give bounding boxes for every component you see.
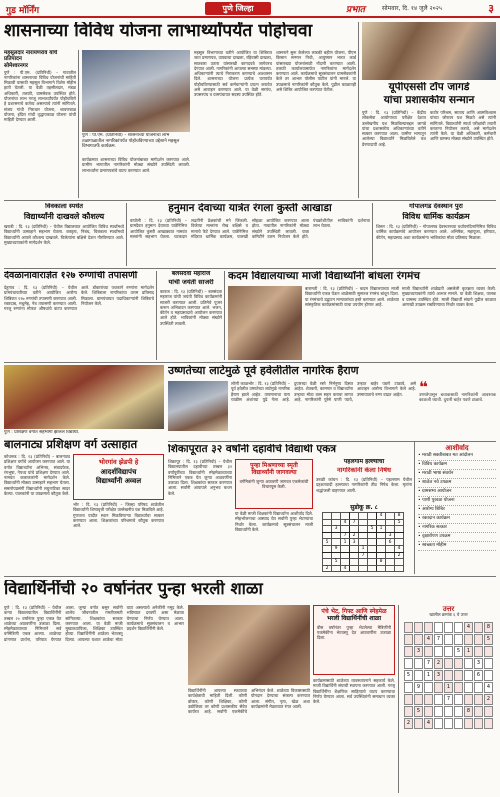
sudoku-title: सुडोकू क्र. ८ bbox=[350, 504, 378, 511]
answer-cell bbox=[484, 646, 493, 657]
right-list-item: • मराठी सक्तीबाबत मत आंदोलन bbox=[418, 453, 496, 461]
sudoku-cell bbox=[359, 526, 368, 533]
lead-photo-caption: पुणे : पी.एम. (प्रतिनिधी) – शासनाच्या योजनांचा लाभ तळागाळातील नागरिकांपर्यंत पोहोचविण्याच्या उद्देशाने महसूल विभागातर्फे कार्यक्रम. bbox=[82, 133, 180, 149]
sudoku-cell bbox=[395, 565, 404, 572]
sudoku-cell bbox=[386, 552, 395, 559]
sudoku-cell bbox=[350, 559, 359, 566]
sudoku-cell bbox=[350, 565, 359, 572]
answer-cell bbox=[424, 694, 433, 705]
sudoku-cell: 8 bbox=[377, 559, 386, 566]
answer-cell bbox=[454, 718, 463, 729]
upsc-headline-1: यूपीएससी टॉप जागडे bbox=[388, 82, 470, 93]
answer-cell bbox=[474, 694, 483, 705]
sudoku-cell bbox=[359, 559, 368, 566]
pahalgam-body: उरुळी कांचन : दि. १३ (प्रतिनिधी) – पहलगाम येथील दहशतवादी हल्ल्याचा नागरिकांनी तीव्र निषेध केला. मृतांना श्रद्धांजली वाहण्यात आली. bbox=[316, 477, 412, 493]
answer-cell bbox=[454, 634, 463, 645]
sudoku-cell: 7 bbox=[359, 552, 368, 559]
sudoku-cell: 3 bbox=[386, 532, 395, 539]
answer-cell bbox=[414, 670, 423, 681]
divider bbox=[4, 362, 496, 363]
answer-cell bbox=[444, 646, 453, 657]
side-headline: महसूलदार नारायणराव यांचे प्रतिपादन bbox=[4, 50, 58, 63]
sudoku-cell: 4 bbox=[395, 545, 404, 552]
page-number: ३ bbox=[488, 2, 494, 15]
answer-cell bbox=[404, 622, 413, 633]
sudoku-cell bbox=[368, 519, 377, 526]
answer-cell: 4 bbox=[464, 622, 473, 633]
sudoku-cell bbox=[386, 545, 395, 552]
sudoku-cell bbox=[377, 532, 386, 539]
sudoku-cell bbox=[377, 552, 386, 559]
answer-cell: 9 bbox=[414, 682, 423, 693]
answer-subtitle: खालील क्रमांक ६ चे उत्तर bbox=[429, 612, 468, 618]
left-mid-photo bbox=[4, 365, 164, 429]
bottom-box-title: पंचे भेट, गिफ्ट आणि स्नेहमेळ bbox=[321, 608, 387, 615]
heatwave-photo bbox=[168, 381, 228, 431]
sudoku-cell bbox=[377, 565, 386, 572]
bottom-box-subtitle: भरली विद्यार्थिनींची शाळा bbox=[326, 615, 382, 623]
quote-mark-icon: ❝ bbox=[419, 381, 428, 396]
sudoku-cell bbox=[368, 565, 377, 572]
lead-photo bbox=[82, 50, 190, 132]
lead-body-text-3: शासनाने सुरू केलेल्या लाडकी बहीण योजना, पीएम किसान सन्मान निधी, आयुष्मान भारत कार्ड यांसारख्या योजनांसाठी नोंदणी करण्यात आली. तलाठी कार्यालयामार्फत नागरिकांना मार्गदर्शन करण्यात आले. कार्यक्रमाचे सूत्रसंचालन ग्रामसेवकांनी केले तर आभार पोलीस पाटील यांनी मानले. या उपक्रमाचे नागरिकांनी कौतुक केले. पुढील काळातही असे शिबिर आयोजित करण्यात येतील. bbox=[276, 50, 356, 93]
answer-cell bbox=[404, 634, 413, 645]
zp-school-kicker: भोरगांव झेडपी हे bbox=[98, 458, 139, 466]
answer-cell bbox=[434, 694, 443, 705]
sudoku-row bbox=[323, 565, 404, 572]
sudoku-cell bbox=[377, 519, 386, 526]
sudoku-cell bbox=[323, 552, 332, 559]
right-list-item: • ग्रामसभा आयोजन bbox=[418, 489, 496, 497]
sudoku-grid bbox=[322, 512, 404, 572]
sudoku-cell: 8 bbox=[395, 513, 404, 520]
right-list-heading: आशीर्वाद bbox=[445, 444, 469, 452]
zp-school-body: भोर : दि. १३ (प्रतिनिधी) – जिल्हा परिषद शाळेतील विद्यार्थ्यांनी शिष्यवृत्ती परीक्षेत उल्लेखनीय यश मिळविले आहे. गुणवत्ता यादीत स्थान मिळविणाऱ्या विद्यार्थ्यांचा सत्कार करण्यात आला. शिक्षकांच्या परिश्रमाचे कौतुक करण्यात आले. bbox=[73, 502, 164, 529]
shikrapur-headline: शिकापूरात ३२ वर्षांनी दहावीचे विद्यार्थी एकत्र bbox=[168, 444, 337, 455]
answer-cell bbox=[414, 718, 423, 729]
balnatya-headline: बालनाट्य प्रशिक्षण वर्ग उत्साहात bbox=[4, 438, 138, 451]
quote-box bbox=[419, 381, 496, 439]
sudoku-cell bbox=[377, 539, 386, 546]
lead-headline: शासनाच्या विविध योजना लाभार्थ्यांपर्यंत पोहोचवा bbox=[4, 22, 313, 41]
left-mid-caption: पुणे : प्रशिक्षण वर्गात सहभागी झालेले विद्यार्थी. bbox=[4, 430, 80, 435]
bottom-body-2: विद्यार्थिनींनी आपल्या सध्याच्या कार्यक्षेत्राची माहिती दिली. कोणी डॉक्टर, कोणी शिक्षिका, कोणी उद्योजिका तर कोणी प्रशासकीय सेवेत कार्यरत आहे. सर्वांनी एकमेकींचे अभिनंदन केले. शाळेच्या विकासासाठी योगदान देण्याचा संकल्प करण्यात आला. संगीत, नृत्य, खेळ अशा कार्यक्रमांनी मेळाव्यात रंगत आली. bbox=[188, 688, 310, 715]
answer-cell: 5 bbox=[414, 706, 423, 717]
jayanti-kicker: बलसंदवा महाराज bbox=[171, 271, 211, 277]
upsc-headline-2: यांचा प्रशासकीय सन्मान bbox=[383, 95, 475, 106]
answer-cell bbox=[474, 634, 483, 645]
answer-cell bbox=[404, 682, 413, 693]
answer-cell: 4 bbox=[424, 634, 433, 645]
sudoku-cell: 9 bbox=[332, 545, 341, 552]
sudoku-cell bbox=[395, 559, 404, 566]
divider bbox=[4, 576, 496, 577]
answer-cell bbox=[424, 706, 433, 717]
answer-cell: 8 bbox=[484, 622, 493, 633]
answer-cell bbox=[474, 622, 483, 633]
answer-cell bbox=[484, 706, 493, 717]
right-list-item: • पाणी पुरवठा योजना bbox=[418, 498, 496, 506]
health-camp-body: देहूगाव : दि. १३ (प्रतिनिधी) – येथील ग्रामपंचायतीच्या वतीने आयोजित आरोग्य शिबिरात १२७ रुग्णांची तपासणी करण्यात आली. रक्तदाब, मधुमेह, नेत्र तपासणी करण्यात आली. गरजू रुग्णांना मोफत औषधांचे वाटप करण्यात आले. डॉक्टरांच्या पथकाने रुग्णांना मार्गदर्शन केले. शिबिराला नागरिकांचा उत्तम प्रतिसाद मिळाला. ग्रामपंचायत पदाधिकाऱ्यांनी शिबिराचे नियोजन केले. bbox=[4, 285, 154, 312]
heatwave-headline: उष्णतेच्या लाटेमुळे पूर्व हवेलीतील नागरिक हैराण bbox=[168, 365, 359, 377]
answer-cell bbox=[444, 634, 453, 645]
sudoku-cell bbox=[350, 552, 359, 559]
answer-cell bbox=[484, 658, 493, 669]
right-list-item: • रक्तदान कार्यक्रम bbox=[418, 516, 496, 524]
brand-logo: प्रभात bbox=[346, 5, 365, 15]
answer-cell bbox=[484, 718, 493, 729]
sudoku-row bbox=[323, 526, 404, 533]
shikrapur-box-title-1: पुन्हा मिश्रणाच्या स्मृती bbox=[250, 462, 298, 469]
sudoku-cell: 6 bbox=[386, 539, 395, 546]
sudoku-cell bbox=[323, 559, 332, 566]
sudoku-cell: 2 bbox=[395, 552, 404, 559]
issue-date: सोमवार, दि. १४ जुलै २०२५ bbox=[382, 5, 442, 12]
answer-cell: 8 bbox=[464, 706, 473, 717]
right-list-item: • नागरिक सत्कार bbox=[418, 525, 496, 533]
sudoku-cell bbox=[350, 526, 359, 533]
sudoku-cell: 1 bbox=[341, 539, 350, 546]
answer-cell bbox=[414, 634, 423, 645]
right-list-item: • शाळेत नवे उपक्रम bbox=[418, 480, 496, 488]
answer-grid bbox=[401, 622, 496, 729]
bottom-box-text: वीस वर्षांनंतर पुन्हा भेटलेल्या मैत्रिणींनी एकमेकींना भेटवस्तू देत आठवणींना उजाळा दिला. bbox=[317, 624, 391, 641]
kadam-school-headline: कदम विद्यालयाच्या माजी विद्यार्थ्यांनी बांधला रंगमंच bbox=[228, 271, 420, 282]
quote-text: उष्णतेपासून बचावासाठी नागरिकांनी आवश्यक काळजी घ्यावी. दुपारी बाहेर पडणे टाळावे. bbox=[419, 393, 496, 404]
answer-cell bbox=[424, 622, 433, 633]
answer-cell: 3 bbox=[434, 670, 443, 681]
sudoku-cell: 4 bbox=[341, 519, 350, 526]
answer-cell bbox=[434, 622, 443, 633]
right-list-item: • मराठी भाषा संवर्धन bbox=[418, 471, 496, 479]
right-list bbox=[418, 453, 496, 551]
answer-cell bbox=[434, 706, 443, 717]
sudoku-cell bbox=[341, 526, 350, 533]
answer-cell: 1 bbox=[444, 682, 453, 693]
divider bbox=[156, 271, 157, 360]
strip-story-1-kicker: विवकाला स्पर्धेत bbox=[45, 203, 83, 210]
pahalgam-kicker: पहलगाम हल्ल्याचा bbox=[343, 459, 385, 465]
divider bbox=[4, 268, 496, 269]
right-list-item: • विविध कार्यक्रम bbox=[418, 462, 496, 470]
answer-cell bbox=[464, 634, 473, 645]
answer-cell bbox=[414, 622, 423, 633]
sudoku-row bbox=[323, 539, 404, 546]
answer-cell bbox=[454, 622, 463, 633]
sudoku-cell: 5 bbox=[332, 559, 341, 566]
bottom-body-1: पुणे : दि. १३ (प्रतिनिधी) – येथील कन्या विद्यालयातील विद्यार्थिनींनी तब्बल २० वर्षांनंतर पुन्हा एकत्र येत शाळेच्या आठवणींना उजाळा दिला. स्नेहमेळाव्याच्या निमित्ताने सर्व वर्गमैत्रिणी एकत्र आल्या. शाळेच्या प्रांगणात प्रार्थना, परिपाठ घेण्यात आला. जुन्या वर्गात बसून सर्वांनी शालेय जीवनातील गमतीजमती सांगितल्या. शिक्षकांचा सत्कार करण्यात आला. या वेळी माजी मुख्याध्यापिका, शिक्षिका उपस्थित होत्या. विद्यार्थिनींनी शाळेला भेटवस्तू दिल्या. आपल्या यशात शाळेचा मोठा वाटा असल्याचे अनेकींनी नमूद केले. भविष्यात दरवर्षी असा मेळावा घेण्याचा निर्णय घेण्यात आला. कार्यक्रमाचे सूत्रसंचालन व आभार प्रदर्शन विद्यार्थिनींनी केले. bbox=[4, 605, 184, 642]
sudoku-cell: 4 bbox=[377, 513, 386, 520]
side-body-text: पुणे : पी.एम. (प्रतिनिधी) – गावातील नागरिकांना शासनाच्या विविध योजनांची माहिती मिळावी यासाठी महसूल विभागाने विशेष मोहीम हाती घेतली. या वेळी तहसीलदार, मंडळ अधिकारी, तलाठी, ग्रामसेवक उपस्थित होते. योजनांचा लाभ गरजू लाभार्थ्यांपर्यंत पोहोचविणे हे प्रशासनाचे कर्तव्य असल्याचे त्यांनी सांगितले. संजय गांधी निराधार योजना, श्रावणबाळ योजना, इंदिरा गांधी वृद्धापकाळ योजना यांची माहिती देण्यात आली. bbox=[4, 69, 76, 123]
answer-cell: 3 bbox=[474, 658, 483, 669]
sudoku-cell bbox=[350, 513, 359, 520]
sudoku-cell: 2 bbox=[350, 532, 359, 539]
answer-cell: 1 bbox=[424, 670, 433, 681]
answer-cell bbox=[424, 646, 433, 657]
sudoku-cell: 3 bbox=[332, 526, 341, 533]
answer-cell bbox=[464, 694, 473, 705]
divider bbox=[4, 200, 496, 201]
sudoku-cell bbox=[323, 545, 332, 552]
sudoku-cell bbox=[332, 519, 341, 526]
strip-story-1-body: खराडी : दि. १३ (प्रतिनिधी) – येथील विद्यालयात आयोजित विविध स्पर्धांमध्ये विद्यार्थ्यांनी उत्साहाने सहभाग घेतला. वक्तृत्व, निबंध, चित्रकला स्पर्धांमध्ये विद्यार्थ्यांनी आपले कौशल्य दाखवले. विजेत्यांना बक्षिसे देऊन गौरविण्यात आले. मुख्याध्यापकांनी मार्गदर्शन केले. bbox=[4, 224, 124, 245]
answer-panel bbox=[401, 605, 496, 793]
answer-cell bbox=[454, 694, 463, 705]
answer-cell: 2 bbox=[484, 694, 493, 705]
answer-cell: 2 bbox=[404, 718, 413, 729]
zp-school-box bbox=[73, 454, 164, 500]
bottom-box bbox=[313, 605, 395, 675]
right-list-box bbox=[418, 444, 496, 574]
sudoku-cell bbox=[332, 513, 341, 520]
section-center-badge: पुणे जिल्हा bbox=[205, 2, 271, 15]
sudoku-cell bbox=[377, 545, 386, 552]
strip-story-3-headline: विविध धार्मिक कार्यक्रम bbox=[402, 212, 470, 221]
answer-cell bbox=[434, 646, 443, 657]
strip-story-2-body: वाघोली : दि. १३ (प्रतिनिधी) – ग्रामदैवत हनुमान देवाच्या यात्रेनिमित्त आयोजित कुस्ती आखाड्यात नामवंत मल्लांनी सहभाग घेतला. चटकदार लढतींनी प्रेक्षकांची मने जिंकली. विजेत्या मल्लांना रोख बक्षिसे व मानाचे फेटे देण्यात आले. यात्रेनिमित्त मंदिरात धार्मिक कार्यक्रम, पालखी सोहळा आयोजित करण्यात आला होता. गावातील नागरिकांनी मोठ्या संख्येने उपस्थिती लावली. यात्रा कमिटीने उत्तम नियोजन केले होते. पंचक्रोशीतील भाविकांनी दर्शनाचा लाभ घेतला. bbox=[130, 218, 370, 239]
sudoku-cell bbox=[395, 539, 404, 546]
balnatya-body: कोथरूड : दि. १३ (प्रतिनिधी) – बालनाट्य प्रशिक्षण वर्गाचे आयोजन करण्यात आले. या वर्गात विद्यार्थ्यांना अभिनय, संवादफेक, रंगभूषा, नेपथ्य यांचे प्रशिक्षण देण्यात आले. नामवंत कलाकारांनी मार्गदर्शन केले. विद्यार्थ्यांनी मोठ्या उत्साहाने सहभाग घेतला. समारोपप्रसंगी विद्यार्थ्यांनी लघुनाटिका सादर केल्या. पालकांनी या उपक्रमाचे कौतुक केले. bbox=[4, 454, 70, 497]
sudoku-row bbox=[323, 519, 404, 526]
answer-cell bbox=[464, 670, 473, 681]
divider bbox=[168, 441, 496, 442]
divider bbox=[126, 203, 127, 266]
answer-cell bbox=[444, 718, 453, 729]
side-subhead: सोमेश्वरनगर bbox=[4, 62, 28, 69]
answer-cell bbox=[444, 658, 453, 669]
answer-cell bbox=[464, 718, 473, 729]
sudoku-cell bbox=[332, 532, 341, 539]
sudoku-cell bbox=[359, 539, 368, 546]
sudoku-row bbox=[323, 545, 404, 552]
sudoku-cell: 5 bbox=[395, 519, 404, 526]
sudoku-cell bbox=[368, 513, 377, 520]
shikrapur-box bbox=[235, 459, 313, 509]
answer-cell bbox=[444, 670, 453, 681]
bottom-headline: विद्यार्थिनींची २० वर्षानंतर पुन्हा भरली शाळा bbox=[4, 580, 263, 598]
answer-cell: 5 bbox=[454, 646, 463, 657]
answer-cell bbox=[414, 658, 423, 669]
answer-cell: 7 bbox=[444, 694, 453, 705]
shikrapur-body-1: शिक्रापूर : दि. १३ (प्रतिनिधी) – येथील विद्यालयातील दहावीच्या तब्बल ३२ वर्षांपूर्वीच्या विद्यार्थ्यांनी स्नेहमेळाव्याच्या निमित्ताने एकत्र येत जुन्या आठवणींना उजाळा दिला. शिक्षकांचा सत्कार करण्यात आला. सर्वांनी आपापले अनुभव कथन केले. bbox=[168, 459, 232, 496]
sudoku-grid-container bbox=[322, 512, 412, 574]
strip-story-3-body: शिरूर : दि. १३ (प्रतिनिधी) – गोपालगड देवस्थानच्या वर्धापनदिनानिमित्त विविध धार्मिक कार्यक्रमांचे आयोजन करण्यात आले. अभिषेक, महापूजा, हरिपाठ, कीर्तन, महाप्रसाद अशा कार्यक्रमांना भाविकांचा मोठा प्रतिसाद मिळाला. bbox=[376, 224, 496, 240]
answer-cell bbox=[424, 682, 433, 693]
divider bbox=[358, 22, 359, 198]
sudoku-cell bbox=[323, 519, 332, 526]
shikrapur-body-2: या वेळी माजी शिक्षकांनी विद्यार्थ्यांना आशीर्वाद दिले. स्नेहभोजनाचा आस्वाद घेत सर्वांनी पुन्हा भेटण्याचा निर्धार केला. कार्यक्रमाचे सूत्रसंचालन माजी विद्यार्थ्यांनी केले. bbox=[235, 511, 313, 532]
sudoku-cell bbox=[395, 526, 404, 533]
zp-school-headline-2: विद्यार्थ्यांनी अव्वल bbox=[95, 476, 142, 486]
sudoku-cell bbox=[359, 519, 368, 526]
answer-title: उत्तर bbox=[442, 605, 455, 613]
lead-side-column bbox=[4, 50, 76, 198]
sudoku-row bbox=[323, 532, 404, 539]
answer-cell bbox=[434, 682, 443, 693]
sudoku-cell bbox=[368, 539, 377, 546]
answer-cell bbox=[444, 622, 453, 633]
sudoku-cell bbox=[368, 545, 377, 552]
sudoku-cell bbox=[359, 532, 368, 539]
jayanti-headline: यांची जयंती साजरी bbox=[168, 279, 214, 286]
sudoku-row bbox=[323, 513, 404, 520]
answer-cell: 3 bbox=[414, 646, 423, 657]
answer-cell bbox=[464, 658, 473, 669]
sudoku-cell bbox=[332, 552, 341, 559]
strip-story-1-headline: विद्यार्थ्यांनी दाखवले कौशल्य bbox=[23, 212, 105, 221]
sudoku-cell: 5 bbox=[323, 539, 332, 546]
sudoku-cell: 7 bbox=[341, 532, 350, 539]
sudoku-cell: 3 bbox=[350, 539, 359, 546]
answer-cell bbox=[444, 706, 453, 717]
answer-cell bbox=[454, 658, 463, 669]
answer-cell bbox=[454, 706, 463, 717]
answer-cell: 2 bbox=[434, 658, 443, 669]
sudoku-cell: 1 bbox=[359, 545, 368, 552]
pahalgam-headline: नागरिकांनी केला निषेध bbox=[337, 467, 391, 474]
shikrapur-box-text: वर्गमित्रांनी जुन्या आठवणी जागवत एकमेकांची विचारपूस केली. bbox=[239, 478, 309, 489]
answer-cell bbox=[454, 670, 463, 681]
kadam-school-body-1: बारामती : दि. १३ (प्रतिनिधी) – कदम विद्यालयाच्या माजी विद्यार्थ्यांनी एकत्र येऊन शाळेसाठी सुसज्ज रंगमंच बांधून दिला. या रंगमंचाचे उद्घाटन मान्यवरांच्या हस्ते करण्यात आले. शाळेच्या सांस्कृतिक कार्यक्रमांसाठी याचा उपयोग होणार आहे. bbox=[305, 286, 399, 307]
shikrapur-box-title-2: विद्यार्थ्यांनी जागवल्या bbox=[251, 469, 297, 477]
section-label: गुड मॉर्निंग bbox=[6, 6, 40, 16]
sudoku-row bbox=[323, 552, 404, 559]
answer-cell: 4 bbox=[484, 682, 493, 693]
right-list-item: • वृक्षारोपण उपक्रम bbox=[418, 534, 496, 542]
answer-cell: 4 bbox=[424, 718, 433, 729]
sudoku-cell bbox=[332, 565, 341, 572]
strip-story-3-kicker: गोपालगड देवस्थान पुरा bbox=[409, 203, 463, 210]
upsc-photo bbox=[362, 22, 496, 80]
answer-cell bbox=[474, 718, 483, 729]
divider bbox=[372, 203, 373, 266]
sudoku-cell bbox=[323, 526, 332, 533]
divider bbox=[398, 605, 399, 793]
sudoku-cell bbox=[386, 565, 395, 572]
sudoku-cell bbox=[386, 513, 395, 520]
divider bbox=[78, 50, 79, 198]
sudoku-cell bbox=[386, 526, 395, 533]
sudoku-cell bbox=[323, 532, 332, 539]
sudoku-cell bbox=[350, 545, 359, 552]
sudoku-cell bbox=[386, 559, 395, 566]
sudoku-cell bbox=[323, 513, 332, 520]
right-list-item: • आरोग्य शिबिर bbox=[418, 507, 496, 515]
sudoku-cell bbox=[341, 513, 350, 520]
answer-cell bbox=[464, 682, 473, 693]
lead-body-text-1: कार्यक्रमात शासनाच्या विविध योजनांबाबत मार्गदर्शन करण्यात आले. ग्रामीण भागातील नागरिकांनी मोठ्या संख्येने उपस्थिती लावली. लाभार्थ्यांना प्रमाणपत्रांचे वाटप करण्यात आले. bbox=[82, 157, 190, 173]
heatwave-body: लोणी काळभोर : दि. १३ (प्रतिनिधी) – पूर्व हवेलीत उष्णतेच्या लाटेमुळे नागरिक हैराण झाले आहेत. तापमानाचा पारा चाळीस अंशांच्या पुढे गेला आहे. दुपारच्या वेळी रस्ते निर्मनुष्य दिसत आहेत. शेतकरी, कामगार व विद्यार्थ्यांना उन्हाचा मोठा त्रास सहन करावा लागत आहे. नागरिकांनी पुरेसे पाणी प्यावे, उन्हात बाहेर पडणे टाळावे, असे आवाहन आरोग्य विभागाने केले आहे. उष्माघाताचे रुग्ण वाढत आहेत. bbox=[231, 381, 416, 402]
strip-story-2-headline: हनुमान देवाच्या यात्रेत रंगला कुस्ती आखाडा bbox=[168, 203, 332, 214]
zp-school-headline-1: आदर्शविद्यापंच bbox=[100, 466, 137, 476]
sudoku-cell bbox=[359, 513, 368, 520]
answer-cell bbox=[434, 718, 443, 729]
answer-cell: 6 bbox=[474, 670, 483, 681]
sudoku-cell: 7 bbox=[350, 519, 359, 526]
kadam-school-photo bbox=[228, 286, 302, 360]
sudoku-cell bbox=[368, 532, 377, 539]
health-camp-headline: देवळानावाराज्ञेत १२७ रुग्णांची तपासणी bbox=[4, 271, 138, 281]
page-header bbox=[0, 0, 500, 18]
bottom-body-3: कार्यक्रमासाठी शाळेच्या व्यवस्थापनाने सहकार्य केले. माजी विद्यार्थिनी संघाची स्थापना करण्यात आली. गरजू विद्यार्थिनींना शैक्षणिक साहित्याचे वाटप करण्याचा निर्णय घेण्यात आला. सर्व उपस्थितांनी समाधान व्यक्त केले. bbox=[313, 678, 395, 705]
bottom-photo bbox=[188, 605, 310, 685]
sudoku-cell: 2 bbox=[323, 565, 332, 572]
sudoku-cell: 4 bbox=[341, 565, 350, 572]
sudoku-cell bbox=[341, 545, 350, 552]
answer-cell: 5 bbox=[484, 634, 493, 645]
answer-cell bbox=[454, 682, 463, 693]
jayanti-body: कात्रज : दि. १३ (प्रतिनिधी) – बलसंदवा महाराज यांची जयंती विविध कार्यक्रमांनी साजरी करण्यात आली. प्रतिमेचे पूजन करून अभिवादन करण्यात आले. भजन, कीर्तन व महाप्रसादाचे आयोजन करण्यात आले होते. भाविकांनी मोठ्या संख्येने उपस्थिती लावली. bbox=[160, 289, 222, 326]
answer-cell bbox=[414, 694, 423, 705]
lead-body-text-2: महसूल विभागाच्या वतीने आयोजित या शिबिरात जात प्रमाणपत्र, उत्पन्नाचा दाखला, रहिवासी दाखला, सातबारा उतारा यांसारखी कागदपत्रे जागेवरच देण्यात आली. नागरिकांनी आपल्या समस्या मांडल्या. अधिकाऱ्यांनी त्याचे निराकरण करण्याचे आश्वासन दिले. शासनाच्या योजना प्रत्येक घरापर्यंत पोहोचविण्यासाठी सर्व कर्मचाऱ्यांनी प्रयत्न करावेत असे आवाहन करण्यात आले. या वेळी सरपंच, उपसरपंच व ग्रामपंचायत सदस्य उपस्थित होते. bbox=[194, 50, 272, 98]
kadam-school-body-2: माजी विद्यार्थ्यांनी शाळेप्रती असलेली कृतज्ञता व्यक्त केली. मुख्याध्यापकांनी त्यांचे आभार मानले. या वेळी शिक्षक, पालक व ग्रामस्थ उपस्थित होते. माजी विद्यार्थी संघाने पुढील काळात आणखी उपक्रम राबविण्याचा निर्धार व्यक्त केला. bbox=[402, 286, 496, 307]
upsc-body-text-2: कठोर परिश्रम, सातत्य आणि आत्मविश्वास यांच्या जोरावर यश मिळते असे त्यांनी सांगितले. विद्यार्थ्यांनी स्पर्धा परीक्षांची तयारी करताना नियोजन करावे, असे मार्गदर्शन त्यांनी केले. या वेळी अधिकारी, कर्मचारी आणि ग्रामस्थ मोठ्या संख्येने उपस्थित होते. bbox=[430, 110, 496, 142]
answer-cell: 7 bbox=[424, 658, 433, 669]
answer-cell bbox=[474, 646, 483, 657]
divider bbox=[224, 271, 225, 360]
sudoku-cell bbox=[395, 532, 404, 539]
sudoku-cell bbox=[341, 559, 350, 566]
answer-cell bbox=[484, 670, 493, 681]
answer-cell bbox=[404, 646, 413, 657]
sudoku-row bbox=[323, 559, 404, 566]
answer-cell: 7 bbox=[434, 634, 443, 645]
answer-cell bbox=[404, 658, 413, 669]
answer-cell bbox=[404, 694, 413, 705]
answer-cell bbox=[474, 682, 483, 693]
sudoku-cell: 5 bbox=[368, 526, 377, 533]
sudoku-cell bbox=[359, 565, 368, 572]
sudoku-cell bbox=[341, 552, 350, 559]
upsc-body-text-1: पुणे : दि. १३ (प्रतिनिधी) – केंद्रीय लोकसेवा आयोगाच्या परीक्षेत देशात उल्लेखनीय यश मिळविल्याबद्दल जागडे यांचा प्रशासकीय अधिकाऱ्यांच्या वतीने सत्कार करण्यात आला. ग्रामीण भागातून आलेल्या विद्यार्थ्याने मिळविलेले यश प्रेरणादायी आहे. bbox=[362, 110, 426, 147]
sudoku-cell bbox=[332, 539, 341, 546]
sudoku-cell: 1 bbox=[377, 526, 386, 533]
answer-cell bbox=[404, 706, 413, 717]
divider bbox=[414, 441, 415, 574]
sudoku-cell bbox=[368, 559, 377, 566]
answer-cell bbox=[474, 706, 483, 717]
sudoku-cell bbox=[368, 552, 377, 559]
answer-cell: 1 bbox=[464, 646, 473, 657]
sudoku-cell bbox=[386, 519, 395, 526]
right-list-item: • स्वच्छता मोहीम bbox=[418, 543, 496, 551]
answer-cell: 5 bbox=[404, 670, 413, 681]
